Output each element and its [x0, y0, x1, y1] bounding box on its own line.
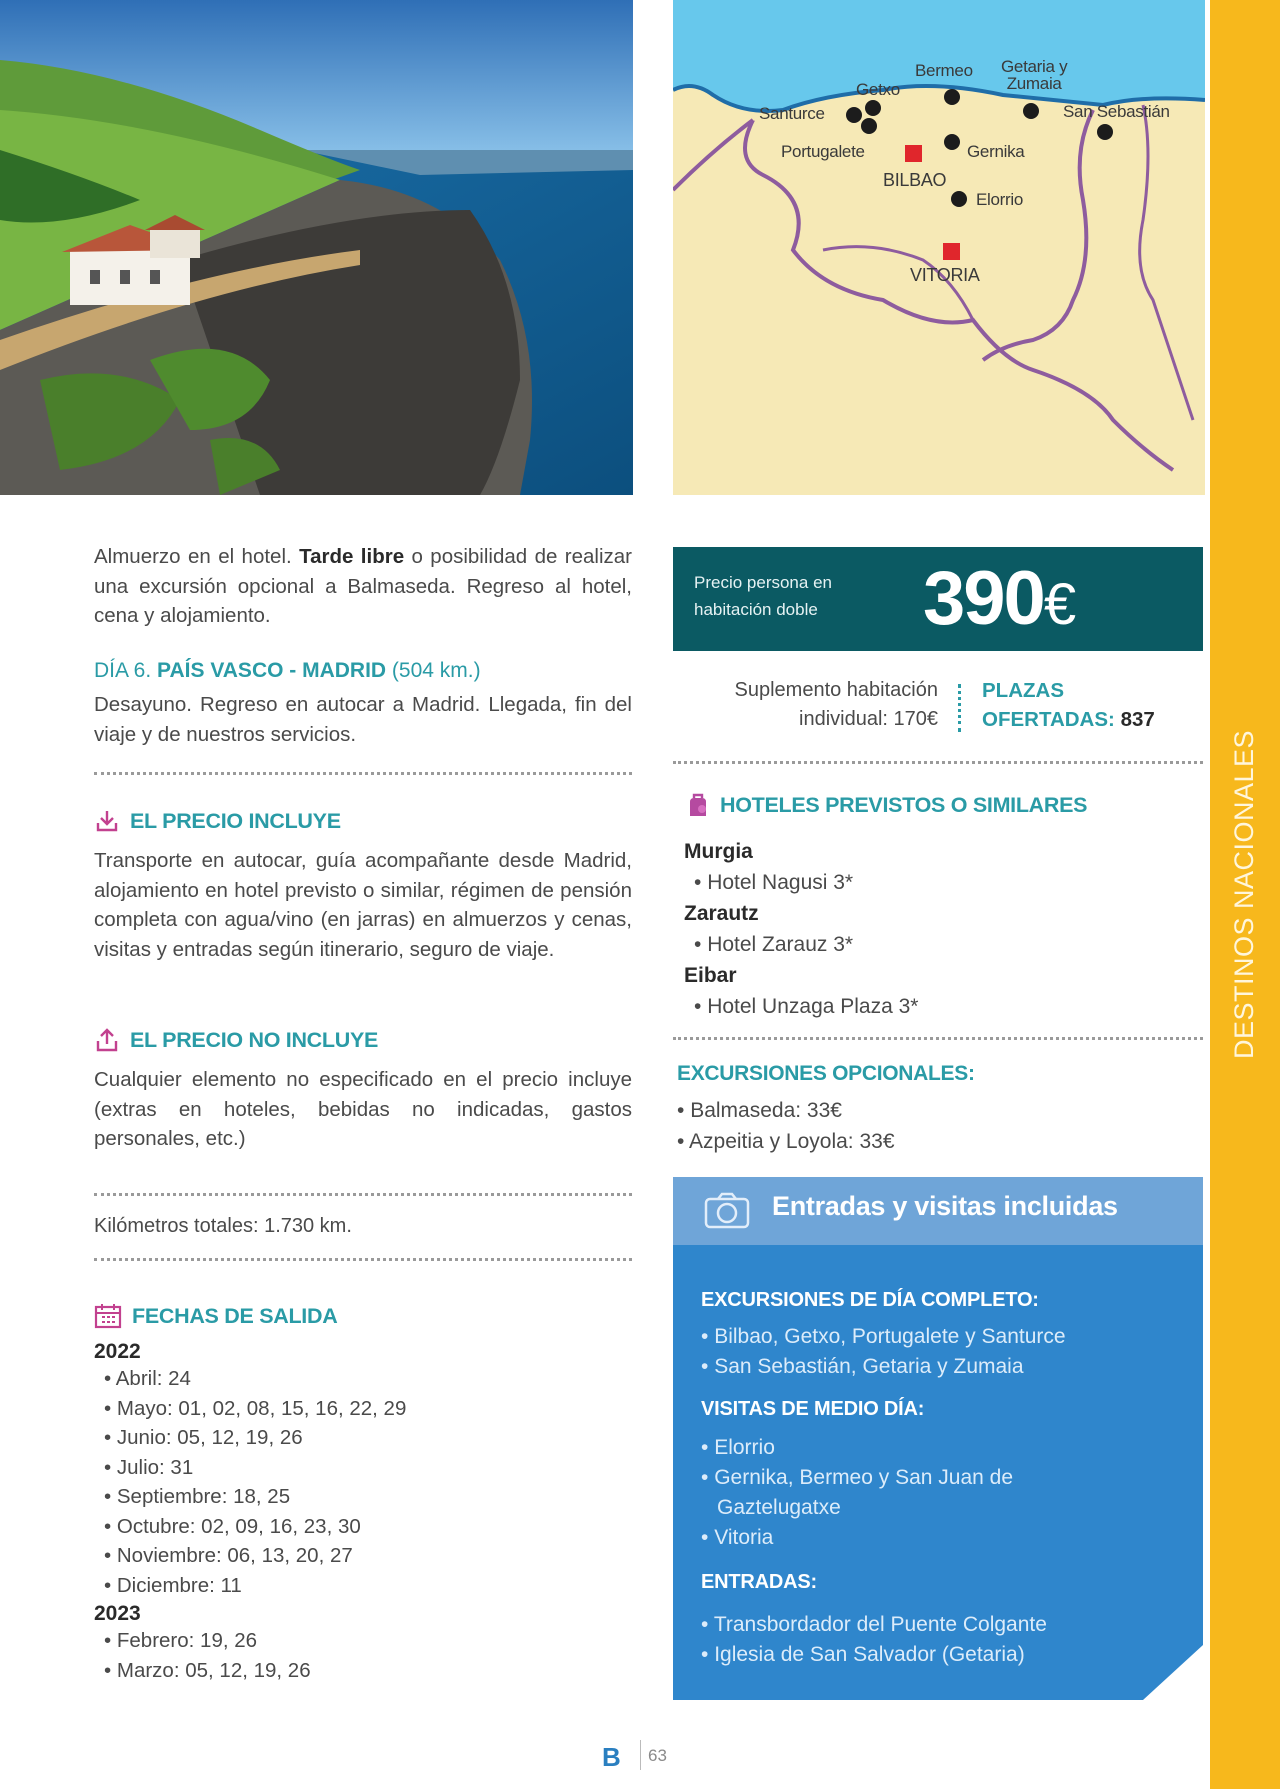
list-item: • Gernika, Bermeo y San Juan de	[701, 1466, 1014, 1489]
hotel-city: Murgia	[684, 840, 753, 863]
opcionales-heading: EXCURSIONES OPCIONALES:	[677, 1062, 975, 1085]
hotel-city: Eibar	[684, 964, 737, 987]
list-item: • Diciembre: 11	[104, 1571, 632, 1601]
fechas-heading: FECHAS DE SALIDA	[94, 1303, 632, 1329]
list-item: • Balmaseda: 33€	[677, 1099, 842, 1122]
divider	[94, 772, 632, 775]
list-item: • Transbordador del Puente Colgante	[701, 1613, 1047, 1636]
camera-icon	[703, 1191, 751, 1231]
route-map	[673, 0, 1205, 495]
itinerary-intro: Almuerzo en el hotel. Tarde libre o posibilidad de realizar una excursión opcional a Balmaseda. Regreso al hotel, cena y alojamiento.	[94, 545, 632, 627]
list-item: • Mayo: 01, 02, 08, 15, 16, 22, 29	[104, 1394, 632, 1424]
list-item: • Junio: 05, 12, 19, 26	[104, 1423, 632, 1453]
precio-incluye-text: Transporte en autocar, guía acompañante desde Madrid, alojamiento en hotel previsto o similar, régimen de pensión completa con agua/vino (en jarras) en almuerzos y cenas, visitas y entradas según itinerario, seguro de viaje.	[94, 849, 632, 961]
map-label-portugalete: Portugalete	[781, 142, 865, 161]
list-item: • Septiembre: 18, 25	[104, 1482, 632, 1512]
precio-no-incluye-text: Cualquier elemento no especificado en el precio incluye (extras en hoteles, bebidas no indicadas, gastos personales, etc.)	[94, 1068, 632, 1150]
opcionales-list	[677, 1095, 1177, 1157]
hoteles-list	[684, 836, 1184, 1022]
map-label-santurce: Santurce	[759, 104, 825, 123]
map-label-bilbao: BILBAO	[883, 170, 947, 190]
entradas-heading: ENTRADAS:	[701, 1571, 817, 1593]
list-item: • Octubre: 02, 09, 16, 23, 30	[104, 1512, 632, 1542]
medio-heading: VISITAS DE MEDIO DÍA:	[701, 1398, 925, 1420]
map-label-san-sebastian: San Sebastián	[1063, 102, 1170, 121]
list-item: • Noviembre: 06, 13, 20, 27	[104, 1541, 632, 1571]
hotel-bag-icon	[686, 792, 710, 818]
coastal-cliff-photo	[0, 0, 633, 495]
list-item: • Iglesia de San Salvador (Getaria)	[701, 1643, 1025, 1666]
price-value: 390€	[923, 556, 1075, 641]
hotel-item: • Hotel Zarauz 3*	[694, 933, 854, 956]
download-icon	[94, 808, 120, 834]
list-item: • Julio: 31	[104, 1453, 632, 1483]
year-label: 2022	[94, 1340, 141, 1363]
hotel-item: • Hotel Unzaga Plaza 3*	[694, 995, 919, 1018]
entradas-box	[673, 1245, 1203, 1700]
fechas-list	[94, 1340, 632, 1685]
map-label-getaria: Getaria y Zumaia	[1001, 57, 1068, 93]
divider	[673, 1037, 1203, 1040]
list-item: • Azpeitia y Loyola: 33€	[677, 1130, 895, 1153]
list-item: • Abril: 24	[104, 1364, 632, 1394]
brand-logo: B	[602, 1742, 621, 1772]
upload-icon	[94, 1026, 120, 1054]
map-label-gernika: Gernika	[967, 142, 1025, 161]
precio-incluye-heading: EL PRECIO INCLUYE	[94, 808, 632, 834]
page-number: 63	[648, 1746, 667, 1765]
divider	[640, 1740, 641, 1770]
map-label-bermeo: Bermeo	[915, 61, 973, 80]
list-item-continued: Gaztelugatxe	[717, 1496, 841, 1519]
km-totales: Kilómetros totales: 1.730 km.	[94, 1215, 352, 1237]
map-label-elorrio: Elorrio	[976, 190, 1024, 209]
price-label: Precio persona en habitación doble	[694, 573, 832, 619]
divider	[94, 1258, 632, 1261]
entradas-header	[673, 1177, 1203, 1245]
hoteles-heading: HOTELES PREVISTOS O SIMILARES	[686, 792, 1216, 818]
entradas-header-title: Entradas y visitas incluidas	[772, 1191, 1118, 1221]
list-item: • Marzo: 05, 12, 19, 26	[104, 1656, 632, 1686]
plazas-ofertadas: PLAZAS OFERTADAS: 837	[982, 679, 1155, 731]
precio-no-incluye-heading: EL PRECIO NO INCLUYE	[94, 1026, 632, 1054]
day6-heading: DÍA 6. PAÍS VASCO - MADRID (504 km.)	[94, 659, 481, 682]
year-label: 2023	[94, 1602, 141, 1625]
hotel-item: • Hotel Nagusi 3*	[694, 871, 854, 894]
list-item: • Vitoria	[701, 1526, 774, 1549]
list-item: • San Sebastián, Getaria y Zumaia	[701, 1355, 1024, 1378]
list-item: • Elorrio	[701, 1436, 775, 1459]
calendar-icon	[94, 1303, 122, 1329]
price-banner	[673, 547, 1203, 651]
map-label-getxo: Getxo	[856, 80, 900, 99]
divider	[94, 1193, 632, 1196]
hotel-city: Zarautz	[684, 902, 759, 925]
completo-heading: EXCURSIONES DE DÍA COMPLETO:	[701, 1289, 1039, 1311]
day6-text: Desayuno. Regreso en autocar a Madrid. Llegada, fin del viaje y de nuestros servicios.	[94, 693, 632, 746]
section-side-label: DESTINOS NACIONALES	[1229, 729, 1260, 1059]
list-item: • Febrero: 19, 26	[104, 1626, 632, 1656]
divider	[673, 761, 1203, 764]
map-label-vitoria: VITORIA	[910, 265, 980, 285]
list-item: • Bilbao, Getxo, Portugalete y Santurce	[701, 1325, 1066, 1348]
divider	[958, 684, 961, 732]
suplemento-individual: Suplemento habitación individual: 170€	[734, 679, 938, 730]
